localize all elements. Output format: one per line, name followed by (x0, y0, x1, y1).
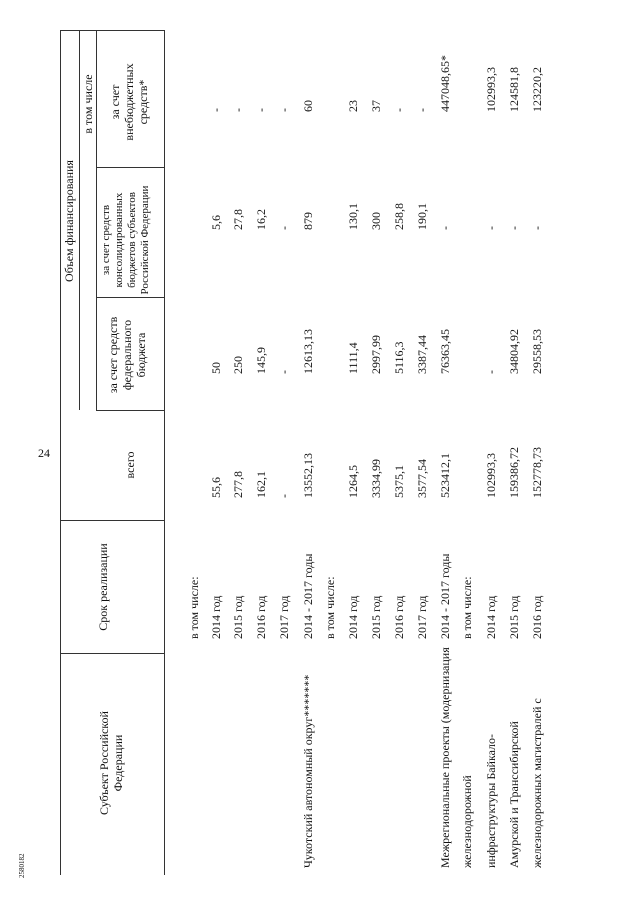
cell-extra-1: - (209, 108, 223, 112)
cell-total-3: 162,1 (254, 471, 268, 498)
regional-col-rule (96, 167, 164, 168)
cell-regional-14: - (507, 226, 521, 230)
cell-total-1: 55,6 (209, 477, 223, 498)
cell-extra-9: - (392, 108, 406, 112)
cell-term-0: в том числе: (187, 576, 201, 639)
cell-subject-15: железнодорожных магистралей с (530, 698, 544, 868)
header-total: всего (123, 451, 137, 479)
cell-term-1: 2014 год (209, 595, 223, 639)
cell-term-14: 2015 год (507, 595, 521, 639)
cell-regional-3: 16,2 (254, 209, 268, 230)
cell-total-8: 3334,99 (369, 459, 383, 498)
cell-extra-11: 447048,65* (438, 55, 452, 112)
document-id: 2580182 (18, 853, 26, 878)
cell-federal-14: 34804,92 (507, 329, 521, 374)
cell-extra-8: 37 (369, 100, 383, 112)
cell-federal-15: 29558,53 (530, 329, 544, 374)
cell-extra-15: 123220,2 (530, 67, 544, 112)
cell-total-5: 13552,13 (301, 453, 315, 498)
header-federal: за счет средств федерального бюджета (106, 316, 148, 394)
cell-federal-10: 3387,44 (415, 335, 429, 374)
cell-federal-9: 5116,3 (392, 341, 406, 374)
cell-term-5: 2014 - 2017 годы (301, 553, 315, 639)
cell-term-4: 2017 год (277, 595, 291, 639)
cell-subject-5: Чукотский автономный округ******* (301, 674, 315, 868)
cell-subject-12: железнодорожной (460, 775, 474, 868)
cell-federal-13: - (484, 370, 498, 374)
cell-regional-13: - (484, 226, 498, 230)
cell-term-9: 2016 год (392, 595, 406, 639)
cell-extra-5: 60 (301, 100, 315, 112)
cell-federal-4: - (277, 370, 291, 374)
cell-term-15: 2016 год (530, 595, 544, 639)
cell-total-15: 152778,73 (530, 447, 544, 498)
cell-federal-3: 145,9 (254, 347, 268, 374)
header-term: Срок реализации (96, 543, 110, 631)
cell-extra-14: 124581,8 (507, 67, 521, 112)
cell-regional-1: 5,6 (209, 215, 223, 230)
cell-regional-9: 258,8 (392, 203, 406, 230)
cell-regional-8: 300 (369, 212, 383, 230)
header-rule (164, 30, 165, 875)
header-including: в том числе (81, 74, 95, 134)
cell-term-10: 2017 год (415, 595, 429, 639)
cell-federal-8: 2997,99 (369, 335, 383, 374)
cell-total-9: 5375,1 (392, 465, 406, 498)
cell-subject-13: инфраструктуры Байкало- (484, 733, 498, 868)
cell-extra-13: 102993,3 (484, 67, 498, 112)
cell-term-13: 2014 год (484, 595, 498, 639)
cell-regional-10: 190,1 (415, 203, 429, 230)
cell-federal-5: 12613,13 (301, 329, 315, 374)
cell-extra-3: - (254, 108, 268, 112)
cell-regional-5: 879 (301, 212, 315, 230)
cell-regional-2: 27,8 (231, 209, 245, 230)
cell-total-2: 277,8 (231, 471, 245, 498)
cell-term-7: 2014 год (346, 595, 360, 639)
cell-term-12: в том числе: (460, 576, 474, 639)
cell-regional-11: - (438, 226, 452, 230)
header-financing: Объем финансирования (62, 160, 76, 282)
cell-subject-14: Амурской и Транссибирской (507, 721, 521, 868)
cell-total-14: 159386,72 (507, 447, 521, 498)
cell-federal-7: 1111,4 (346, 342, 360, 374)
cell-total-13: 102993,3 (484, 453, 498, 498)
cell-extra-4: - (277, 108, 291, 112)
header-subject: Субъект Российской Федерации (97, 711, 125, 815)
cell-term-3: 2016 год (254, 595, 268, 639)
cell-total-10: 3577,54 (415, 459, 429, 498)
cell-total-11: 523412,1 (438, 453, 452, 498)
cell-extra-10: - (415, 108, 429, 112)
table-border-top (60, 30, 164, 31)
page-number: 24 (38, 446, 50, 460)
cell-regional-7: 130,1 (346, 203, 360, 230)
cell-total-7: 1264,5 (346, 465, 360, 498)
cell-subject-11: Межрегиональные проекты (модернизация (438, 647, 452, 868)
cell-term-6: в том числе: (323, 576, 337, 639)
financing-rule (79, 30, 80, 410)
header-regional: за счет средств консолидированных бюджетов субъектов Российской Федерации (100, 185, 151, 295)
table-border-left (60, 30, 61, 875)
cell-term-11: 2014 - 2017 годы (438, 553, 452, 639)
cell-term-2: 2015 год (231, 595, 245, 639)
cell-extra-2: - (231, 108, 245, 112)
cell-term-8: 2015 год (369, 595, 383, 639)
cell-total-4: - (277, 494, 291, 498)
subject-col-rule (60, 653, 164, 654)
cell-extra-7: 23 (346, 100, 360, 112)
header-extra: за счет внебюджетных средств* (108, 63, 150, 141)
cell-federal-1: 50 (209, 362, 223, 374)
cell-federal-2: 250 (231, 356, 245, 374)
cell-federal-11: 76363,45 (438, 329, 452, 374)
cell-regional-4: - (277, 226, 291, 230)
including-rule (96, 30, 97, 410)
term-col-rule (60, 520, 164, 521)
cell-regional-15: - (530, 226, 544, 230)
